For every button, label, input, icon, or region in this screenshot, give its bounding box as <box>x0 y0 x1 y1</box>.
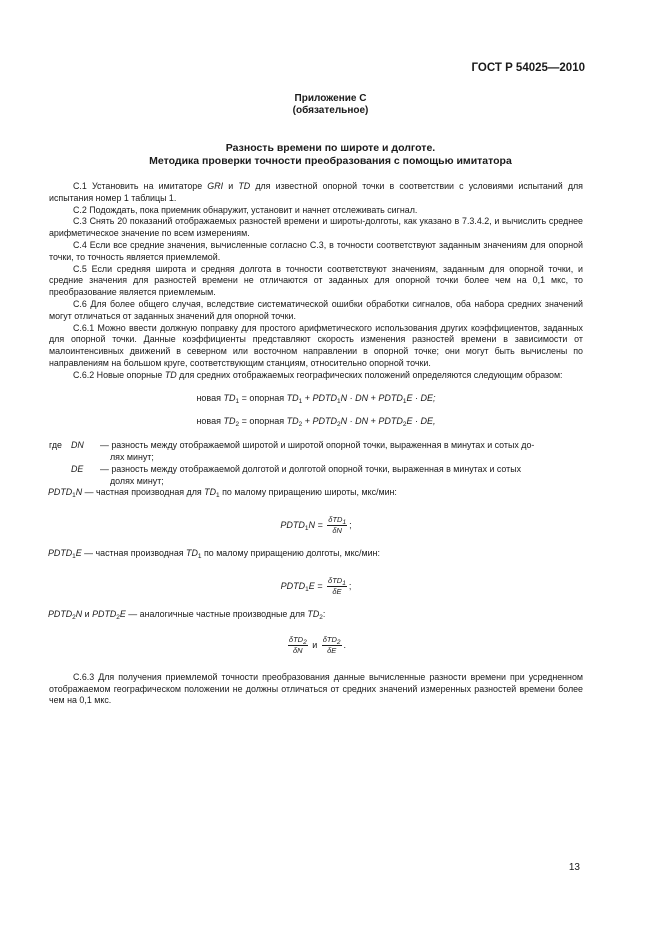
symbol: DN <box>71 440 84 451</box>
definition-text <box>100 440 583 464</box>
text: 1 <box>305 585 309 593</box>
text: N · DN <box>340 416 369 427</box>
paragraph-c61: С.6.1 Можно ввести должную поправку для простого арифметического использования других коэффициентов, заданных для опорной точки. Данные коэффициенты представляют скорость изменения разностей времени в зависимости от малоинтенсивных движений в северном или восточном направлении в опорной точке; они могут быть вычислены по направлениям на большом круге, соответствующим станциям, относительно опорной точки. <box>49 322 583 368</box>
text: E = <box>308 580 326 591</box>
text: + <box>368 392 379 403</box>
text: . <box>343 639 347 650</box>
paragraph-c63: С.6.3 Для получения приемлемой точности преобразования данные вычисленные разности времени при усредненном отображаемом географическом положении не должны отличаться от средних значений измеренных разностей времени более чем на 0,1 мкс. <box>49 671 583 706</box>
denominator: δN <box>293 645 303 655</box>
fraction-pdtd1n <box>49 515 583 536</box>
text: долях минут; <box>110 475 164 486</box>
text: : <box>322 608 326 619</box>
denominator: δE <box>332 586 342 596</box>
paragraph-c4: С.4 Если все средние значения, вычисленные согласно С.3, в точности соответствуют заданным значениям для опорной точки, то точность является приемлемой. <box>49 239 583 262</box>
symbol: PDTD <box>48 608 73 619</box>
text: для средних отображаемых географических положений определяются следующим образом: <box>176 369 563 380</box>
text: = опорная <box>239 392 287 403</box>
symbol: E <box>75 548 82 559</box>
definition-label <box>49 464 100 488</box>
text: С.6.2 Новые опорные <box>73 369 165 380</box>
paragraph-c5: С.5 Если средняя широта и средняя долгота в точности соответствуют значениям, заданным для опорной точки, и средние значения для разностей времени не отличаются от заданных для опорной точки более чем на 0,1 мкс, то преобразование является приемлемым. <box>49 263 583 298</box>
text: 2 <box>337 421 341 429</box>
text: 1 <box>216 492 220 500</box>
formula-td1 <box>49 393 583 405</box>
text: = опорная <box>239 416 287 427</box>
text: 1 <box>72 553 76 561</box>
text: ; <box>348 580 352 591</box>
text: δTD <box>328 575 343 585</box>
text: по малому приращению широты, мкс/мин: <box>219 487 397 498</box>
paragraph-c62 <box>49 370 583 382</box>
text: + <box>302 416 313 427</box>
text: 2 <box>235 421 240 429</box>
text: TD <box>186 548 198 559</box>
text: PDTD <box>312 416 338 427</box>
text: 2 <box>319 613 323 621</box>
annex-status: (обязательное) <box>292 105 369 116</box>
definition-label <box>49 440 100 464</box>
text: TD <box>238 181 251 191</box>
numerator <box>327 515 347 526</box>
fraction <box>327 576 347 597</box>
fraction <box>288 635 308 656</box>
text: TD <box>286 416 299 427</box>
numerator <box>327 576 347 587</box>
denominator: δE <box>327 645 337 655</box>
text: новая <box>196 416 224 427</box>
text: для известной опорной точки в соответствии с условиями испытаний для испытания номер 1 таблицы 1. <box>49 181 583 203</box>
section-title-line1: Разность времени по широте и долготе. <box>225 142 436 154</box>
text: 1 <box>72 492 76 500</box>
text: ; <box>349 520 352 530</box>
definition-de <box>49 464 583 488</box>
text: E · DE; <box>406 392 436 403</box>
standard-code: ГОСТ Р 54025—2010 <box>471 62 585 74</box>
text: — частная производная для <box>82 487 205 498</box>
text: и <box>82 608 93 619</box>
text: — разность между отображаемой долготой и долготой опорной точки, выраженная в минутах и сотых <box>100 463 522 474</box>
text: — частная производная <box>81 548 187 559</box>
definition-pdtd2 <box>48 609 583 621</box>
text: GRI <box>207 181 224 191</box>
text: С.1 Установить на имитаторе <box>73 181 208 191</box>
numerator <box>322 635 342 646</box>
text: 2 <box>402 421 407 429</box>
symbol: PDTD <box>48 487 73 498</box>
text: 2 <box>72 613 76 621</box>
text: δTD <box>288 634 304 644</box>
annex-heading <box>0 93 661 117</box>
text: PDTD <box>280 580 306 591</box>
numerator <box>288 635 308 646</box>
where-label: где <box>49 440 62 451</box>
document-body <box>49 181 583 707</box>
text: 2 <box>116 613 120 621</box>
symbol: N <box>75 608 83 619</box>
text: TD <box>307 608 320 619</box>
formula-td2 <box>49 416 583 428</box>
paragraph-c2: С.2 Подождать, пока приемник обнаружит, установит и начнет отслеживать сигнал. <box>73 204 418 215</box>
text: новая <box>196 392 224 403</box>
text: N = <box>308 520 326 530</box>
section-title <box>0 142 661 168</box>
text: 1 <box>235 397 240 405</box>
denominator: δN <box>332 526 342 536</box>
text: PDTD <box>378 392 403 403</box>
text: 1 <box>197 553 202 561</box>
page-number: 13 <box>568 862 580 873</box>
symbol: PDTD <box>92 608 117 619</box>
fraction <box>327 515 347 536</box>
text: 1 <box>342 519 347 527</box>
text: E · DE, <box>406 416 436 427</box>
text: δTD <box>328 515 343 525</box>
text: TD <box>223 416 236 427</box>
text: N · DN <box>340 392 369 403</box>
text: PDTD <box>280 520 305 530</box>
definition-pdtd1e <box>48 548 583 560</box>
text: + <box>302 392 313 403</box>
text: + <box>368 416 379 427</box>
fraction <box>322 635 342 656</box>
text: и <box>223 181 239 191</box>
paragraph-c3: С.3 Снять 20 показаний отображаемых разностей времени и широты-долготы, как указано в 7.3.4.2, и вычислить среднее арифметическое значение по всем измерениям. <box>49 216 583 239</box>
text: TD <box>223 392 236 403</box>
text: 1 <box>298 397 303 405</box>
text: 2 <box>336 638 341 646</box>
text: 1 <box>402 397 407 405</box>
text: — аналогичные частные производные для <box>125 608 308 619</box>
text: PDTD <box>312 392 338 403</box>
text: 1 <box>337 397 341 405</box>
text: 2 <box>303 638 307 646</box>
text: PDTD <box>378 416 403 427</box>
text: и <box>309 639 320 650</box>
text: — разность между отображаемой широтой и широтой опорной точки, выраженная в минутах и сотых до- <box>100 440 535 451</box>
definition-text <box>100 464 583 488</box>
text: TD <box>286 392 299 403</box>
definition-pdtd1n <box>48 487 583 499</box>
symbol: PDTD <box>48 548 73 559</box>
text: δTD <box>322 634 337 644</box>
fraction-pdtd2 <box>49 635 583 656</box>
text: 1 <box>342 579 346 587</box>
definition-dn <box>49 440 583 464</box>
text: TD <box>204 487 217 498</box>
symbol: E <box>119 608 126 619</box>
fraction-pdtd1e <box>49 576 583 597</box>
paragraph-c1 <box>49 181 583 205</box>
symbol: DE <box>71 463 84 474</box>
annex-title: Приложение С <box>294 93 367 104</box>
paragraph-c6: С.6 Для более общего случая, вследствие систематической ошибки обработки сигналов, оба набора средних значений могут отличаться от заданных значений для опорной точки. <box>49 298 583 321</box>
text: TD <box>164 369 177 380</box>
symbol: N <box>75 487 83 498</box>
text: 2 <box>298 421 303 429</box>
text: лях минут; <box>110 451 154 462</box>
text: по малому приращению долготы, мкс/мин: <box>201 548 380 559</box>
section-title-line2: Методика проверки точности преобразования с помощью имитатора <box>149 155 512 167</box>
text: 1 <box>304 525 309 532</box>
